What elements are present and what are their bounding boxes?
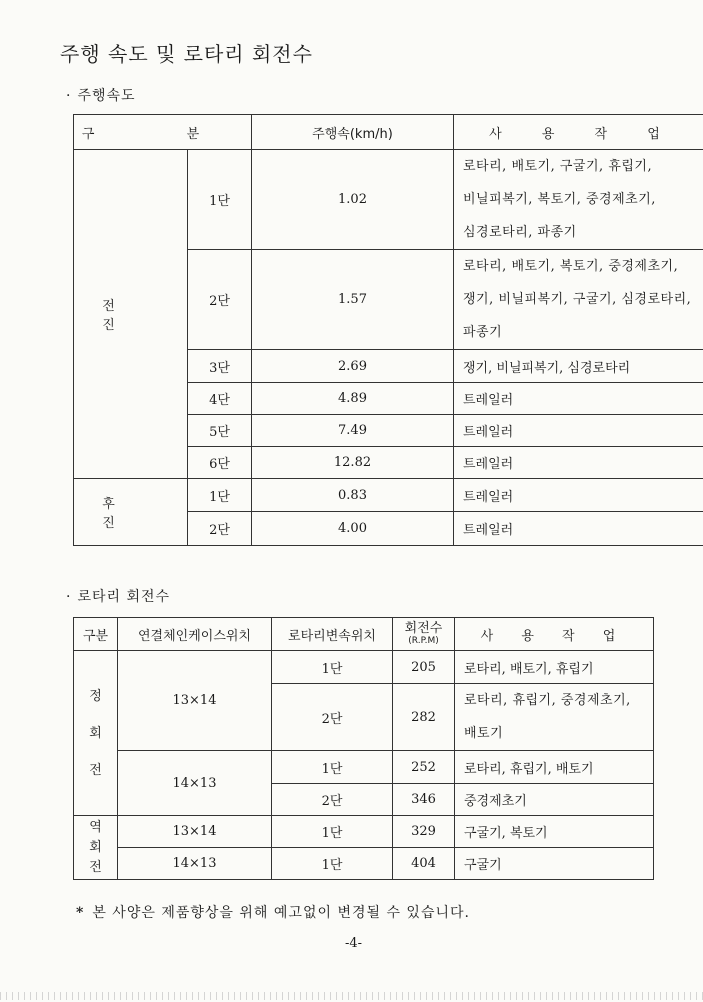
- work-cell: 트레일러: [454, 447, 703, 479]
- rpm-cell: 329: [393, 816, 455, 848]
- work-cell: 로타리, 배토기, 휴립기: [455, 651, 654, 684]
- rpm-cell: 252: [393, 751, 455, 784]
- work-line: 배토기: [464, 726, 504, 741]
- work-cell: 구굴기: [455, 848, 654, 880]
- chaincase-cell: 13×14: [118, 651, 272, 751]
- chaincase-cell: 13×14: [118, 816, 272, 848]
- gear-cell: 4단: [188, 383, 252, 415]
- work-line: 쟁기, 비닐피복기, 구굴기, 심경로타리,: [463, 292, 692, 307]
- section-label: 로타리 회전수: [77, 589, 171, 605]
- section-label: 주행속도: [77, 88, 136, 104]
- work-cell: [455, 684, 654, 751]
- rpm-cell: 346: [393, 784, 455, 816]
- speed-cell: 4.00: [252, 512, 454, 546]
- work-cell: [454, 150, 703, 250]
- header-category: 구분: [74, 618, 118, 651]
- work-line: 파종기: [463, 325, 503, 340]
- gear-cell: 1단: [188, 479, 252, 512]
- page-title: 주행 속도 및 로타리 회전수: [60, 42, 313, 66]
- work-cell: [454, 250, 703, 350]
- page-number: -4-: [345, 936, 363, 951]
- work-cell: 쟁기, 비닐피복기, 심경로타리: [454, 350, 703, 383]
- rpm-cell: 282: [393, 684, 455, 751]
- vertical-char: 회: [89, 839, 102, 855]
- gear-cell: 2단: [188, 512, 252, 546]
- work-line: 비닐피복기, 복토기, 중경제초기,: [463, 192, 656, 207]
- shift-cell: 2단: [272, 784, 393, 816]
- header-shift: 로타리변속위치: [272, 618, 393, 651]
- vertical-char: 역: [89, 819, 102, 835]
- shift-cell: 2단: [272, 684, 393, 751]
- work-cell: 로타리, 휴립기, 배토기: [455, 751, 654, 784]
- section-travel-speed: [66, 85, 136, 105]
- header-category: 구 분: [74, 115, 252, 150]
- notice-text: 본 사양은 제품향상을 위해 예고없이 변경될 수 있습니다.: [92, 905, 470, 921]
- vertical-char: 정: [89, 688, 102, 704]
- vertical-char: 회: [89, 725, 102, 741]
- forward-label: 전 진: [74, 150, 188, 479]
- shift-cell: 1단: [272, 816, 393, 848]
- gear-cell: 6단: [188, 447, 252, 479]
- work-line: 심경로타리, 파종기: [463, 225, 577, 240]
- gear-cell: 3단: [188, 350, 252, 383]
- reverse-rotation-label: [74, 816, 118, 880]
- asterisk-icon: *: [76, 905, 85, 921]
- bullet: ·: [66, 88, 72, 104]
- speed-cell: 7.49: [252, 415, 454, 447]
- chaincase-cell: 14×13: [118, 751, 272, 816]
- work-line: 로타리, 배토기, 구굴기, 휴립기,: [463, 159, 653, 174]
- reverse-label: 후 진: [74, 479, 188, 546]
- gear-cell: 1단: [188, 150, 252, 250]
- rotary-rpm-table: [73, 617, 654, 880]
- work-line: 로타리, 배토기, 복토기, 중경제초기,: [463, 259, 679, 274]
- work-cell: 트레일러: [454, 479, 703, 512]
- header-work: 사 용 작 업: [455, 618, 654, 651]
- speed-cell: 0.83: [252, 479, 454, 512]
- shift-cell: 1단: [272, 848, 393, 880]
- work-cell: 트레일러: [454, 383, 703, 415]
- speed-cell: 12.82: [252, 447, 454, 479]
- speed-cell: 4.89: [252, 383, 454, 415]
- work-cell: 구굴기, 복토기: [455, 816, 654, 848]
- rpm-unit: (R.P.M): [408, 636, 439, 646]
- scan-edge: [0, 992, 703, 1000]
- rpm-label: 회전수: [404, 621, 443, 636]
- work-line: 로타리, 휴립기, 중경제초기,: [464, 693, 631, 708]
- rpm-cell: 205: [393, 651, 455, 684]
- speed-cell: 1.02: [252, 150, 454, 250]
- header-chaincase: 연결체인케이스위치: [118, 618, 272, 651]
- gear-cell: 2단: [188, 250, 252, 350]
- gear-cell: 5단: [188, 415, 252, 447]
- header-rpm: [393, 618, 455, 651]
- speed-cell: 2.69: [252, 350, 454, 383]
- travel-speed-table: [73, 114, 703, 546]
- work-cell: 트레일러: [454, 512, 703, 546]
- notice: [76, 902, 470, 922]
- shift-cell: 1단: [272, 751, 393, 784]
- vertical-char: 전: [89, 762, 102, 778]
- bullet: ·: [66, 589, 72, 605]
- section-rotary-rpm: [66, 586, 170, 606]
- rpm-cell: 404: [393, 848, 455, 880]
- shift-cell: 1단: [272, 651, 393, 684]
- speed-cell: 1.57: [252, 250, 454, 350]
- forward-rotation-label: [74, 651, 118, 816]
- work-cell: 중경제초기: [455, 784, 654, 816]
- vertical-char: 전: [89, 859, 102, 875]
- header-speed: 주행속(km/h): [252, 115, 454, 150]
- header-work: 사 용 작 업: [454, 115, 703, 150]
- work-cell: 트레일러: [454, 415, 703, 447]
- chaincase-cell: 14×13: [118, 848, 272, 880]
